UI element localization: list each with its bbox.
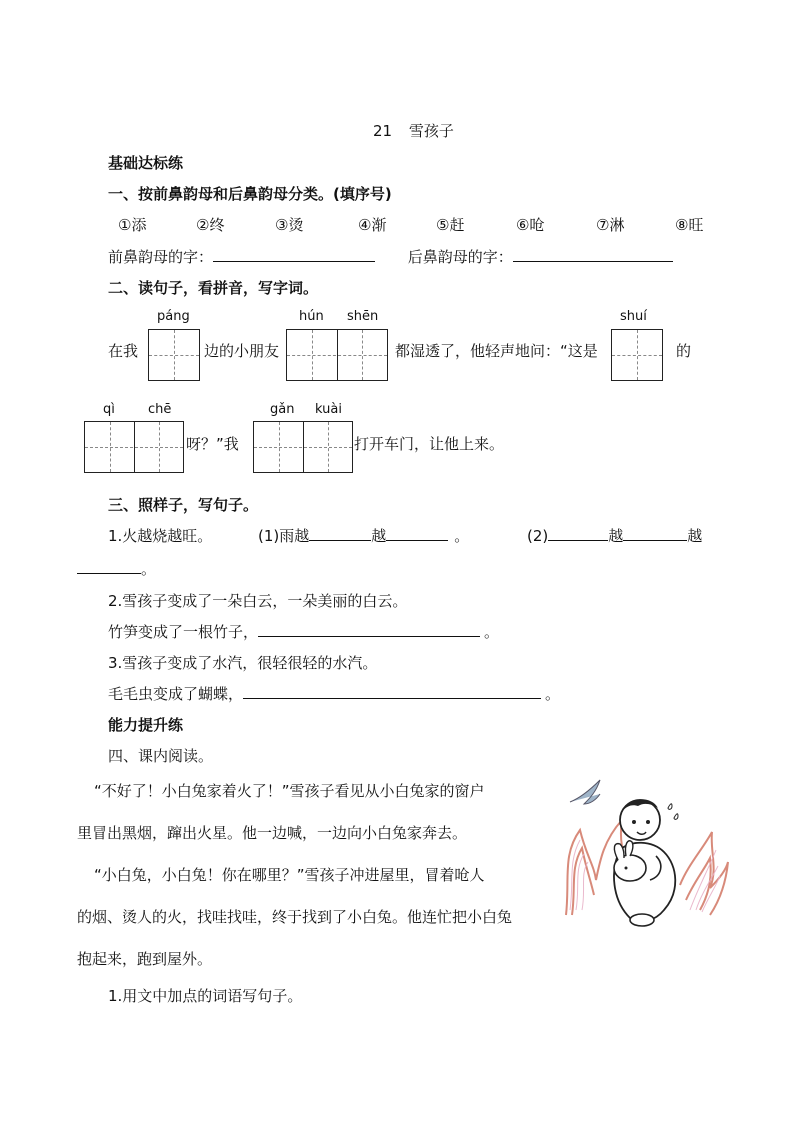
q1-item: ⑥呛 <box>516 216 545 234</box>
front-nasal-blank[interactable] <box>213 246 375 262</box>
q3-line-5: 毛毛虫变成了蝴蝶， 。 <box>108 685 561 703</box>
q1-heading: 一、按前鼻韵母和后鼻韵母分类。(填序号) <box>108 185 392 203</box>
pinyin-shen: shēn <box>347 309 379 324</box>
lesson-title: 雪孩子 <box>408 122 454 140</box>
q3-heading: 三、照样子，写句子。 <box>108 496 259 514</box>
snow-child-fire-illustration <box>560 770 730 930</box>
page-title <box>373 120 454 141</box>
q3-blank[interactable] <box>243 683 541 699</box>
pinyin-kuai: kuài <box>315 402 342 417</box>
q1-item: ①添 <box>118 216 147 234</box>
q3-line-2: 2.雪孩子变成了一朵白云，一朵美丽的白云。 <box>108 592 408 610</box>
q2-row1-text-2: 边的小朋友 <box>204 342 280 360</box>
q3-blank[interactable] <box>309 525 371 541</box>
q3-blank[interactable] <box>386 525 448 541</box>
q3-example: 1.火越烧越旺。 <box>108 527 213 545</box>
q2-row2-text-1: 呀？”我 <box>186 435 239 453</box>
q3-blank[interactable] <box>548 525 608 541</box>
pinyin-hun: hún <box>299 309 324 324</box>
q2-heading: 二、读句子，看拼音，写字词。 <box>108 279 319 297</box>
q3-blank[interactable] <box>623 525 687 541</box>
back-nasal-blank[interactable] <box>513 246 673 262</box>
q4-subquestion-1: 1.用文中加点的词语写句子。 <box>108 987 303 1005</box>
char-box-shui[interactable] <box>611 329 663 381</box>
q1-item: ⑧旺 <box>675 216 704 234</box>
q3-blank[interactable] <box>258 621 480 637</box>
char-box-pang[interactable] <box>148 329 200 381</box>
passage-line: “小白兔，小白兔！你在哪里？”雪孩子冲进屋里，冒着呛人 <box>94 866 485 884</box>
passage-line: 的烟、烫人的火，找哇找哇，终于找到了小白兔。他连忙把小白兔 <box>77 908 513 926</box>
q3-line-1b: 。 <box>77 558 156 579</box>
q1-item: ③烫 <box>275 216 304 234</box>
q2-row1-text-4: 的 <box>676 342 692 360</box>
q1-answer-line <box>108 246 673 267</box>
q3-line-3: 竹笋变成了一根竹子， 。 <box>108 623 500 641</box>
char-box-hunshen[interactable] <box>286 329 388 381</box>
passage-line: 里冒出黑烟，蹿出火星。他一边喊，一边向小白兔家奔去。 <box>77 824 468 842</box>
smoke-icon <box>570 780 600 804</box>
q3-line-1-part2: (2) 越 越 <box>527 527 703 545</box>
q1-item: ⑤赶 <box>436 216 465 234</box>
pinyin-shui: shuí <box>620 309 647 324</box>
pinyin-gan: gǎn <box>270 402 295 417</box>
char-box-qiche[interactable] <box>84 421 184 473</box>
q2-row2-text-2: 打开车门，让他上来。 <box>354 435 505 453</box>
lesson-number: 21 <box>373 122 393 140</box>
pinyin-che: chē <box>148 402 172 417</box>
q1-item: ②终 <box>196 216 225 234</box>
front-nasal-label: 前鼻韵母的字： <box>108 248 214 266</box>
q4-heading: 四、课内阅读。 <box>108 747 214 765</box>
passage-line: “不好了！小白兔家着火了！”雪孩子看见从小白兔家的窗户 <box>94 782 485 800</box>
q3-line-4: 3.雪孩子变成了水汽，很轻很轻的水汽。 <box>108 654 378 672</box>
char-box-gankuai[interactable] <box>253 421 353 473</box>
pinyin-qi: qì <box>103 402 115 417</box>
pinyin-pang: páng <box>157 309 190 324</box>
section-heading-advanced: 能力提升练 <box>108 716 184 734</box>
q2-row1-text-3: 都湿透了，他轻声地问：“这是 <box>395 342 598 360</box>
q3-line-1 <box>108 525 212 546</box>
q1-item: ④渐 <box>358 216 387 234</box>
q3-blank[interactable] <box>77 558 141 574</box>
passage-line: 抱起来，跑到屋外。 <box>77 950 213 968</box>
back-nasal-label: 后鼻韵母的字： <box>407 248 513 266</box>
q2-row1-text-1: 在我 <box>108 342 139 360</box>
section-heading-basic: 基础达标练 <box>108 154 184 172</box>
q1-item: ⑦淋 <box>596 216 625 234</box>
q3-line-1-part1: (1)雨越 越 。 <box>258 527 470 545</box>
